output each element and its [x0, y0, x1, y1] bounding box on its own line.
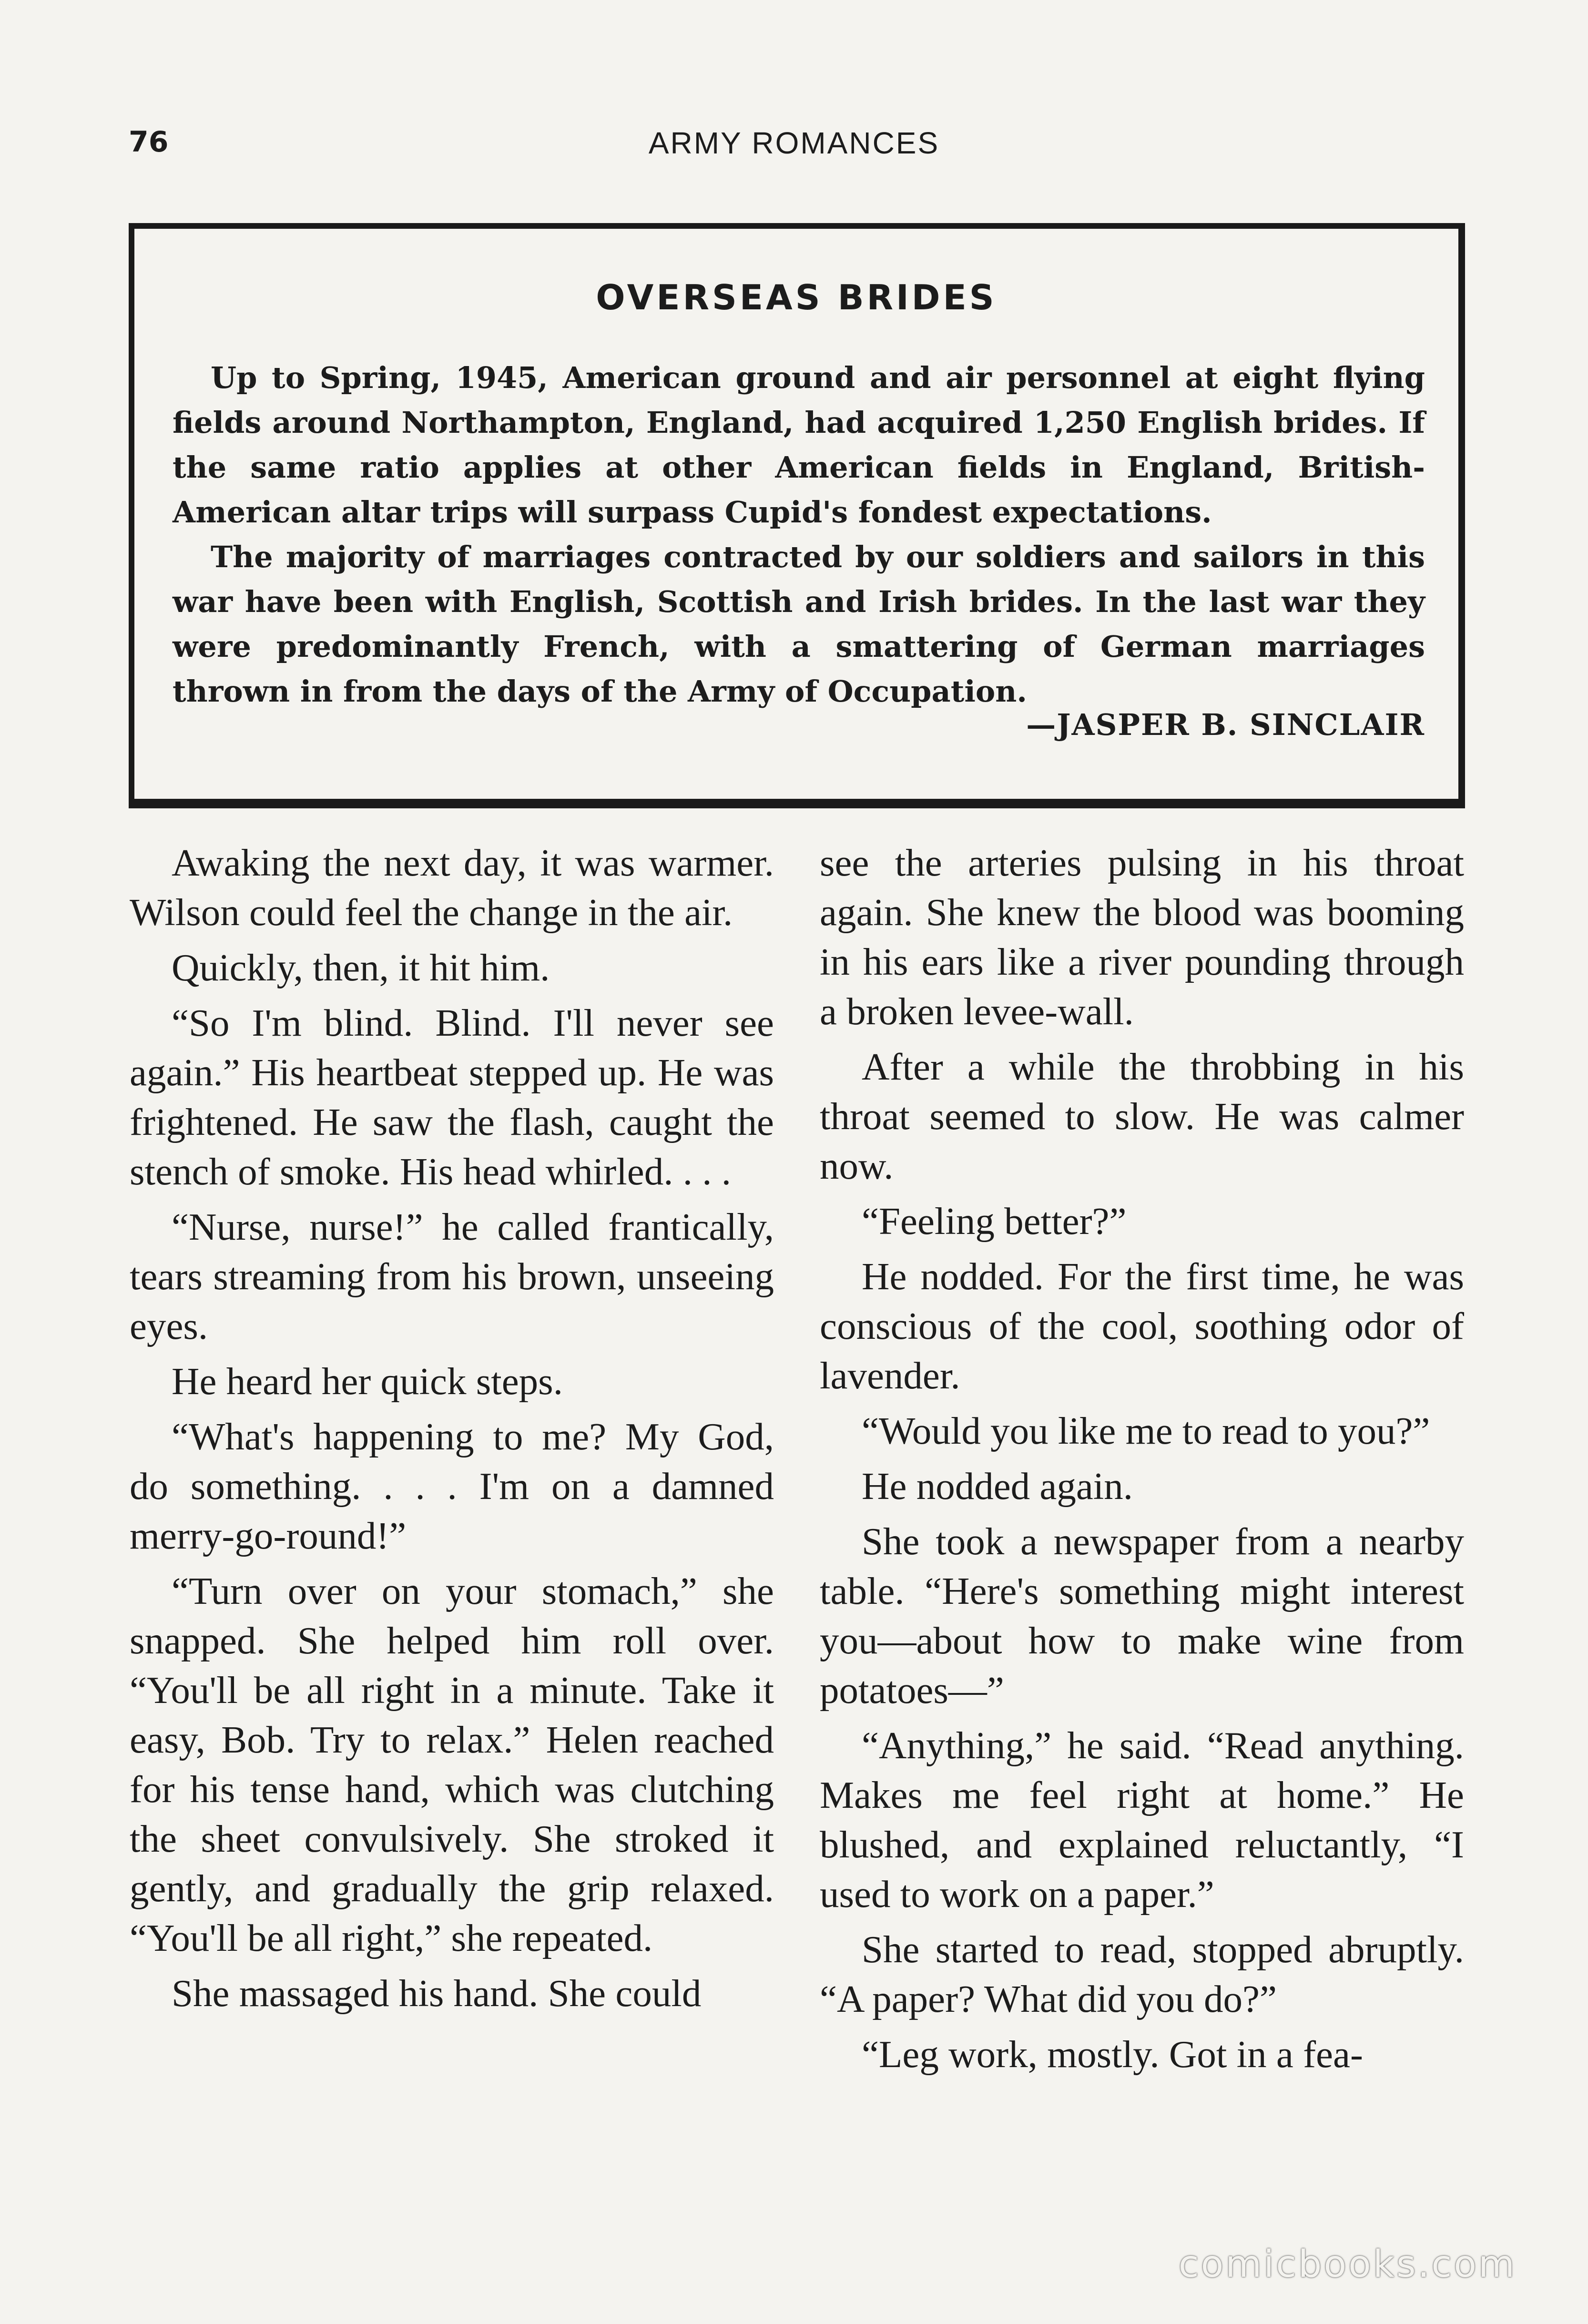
story-paragraph: “Leg work, mostly. Got in a fea- — [862, 2033, 1363, 2076]
story-paragraph: “Turn over on your stomach,” she snapped. She helped him roll over. “You'll be all right in a minute. Take it easy, Bob. Try to relax.” Helen reached for his tense hand, which was clutching the sheet convulsively. She stroked it gently, and gradually the grip relaxed. “You'll be all right,” she repeated. — [130, 1570, 774, 1959]
sidebar-box — [129, 223, 1465, 808]
story-paragraph: After a while the throbbing in his throat seemed to slow. He was calmer now. — [820, 1045, 1464, 1187]
story-paragraph: He heard her quick steps. — [172, 1360, 563, 1403]
story-paragraph: “So I'm blind. Blind. I'll never see again.” His heartbeat stepped up. He was frightened. He saw the flash, caught the stench of smoke. His head whirled. . . . — [130, 1001, 774, 1193]
story-right-column — [820, 838, 1464, 2085]
story-paragraph: He nodded again. — [862, 1465, 1133, 1508]
sidebar-body — [173, 356, 1425, 714]
sidebar-byline: —JASPER B. SINCLAIR — [1026, 707, 1425, 742]
story-paragraph: “What's happening to me? My God, do something. . . . I'm on a damned merry-go-round!” — [130, 1415, 774, 1557]
site-watermark: comicbooks.com — [1178, 2243, 1517, 2286]
story-paragraph: “Would you like me to read to you?” — [862, 1409, 1430, 1452]
story-paragraph: She took a newspaper from a nearby table. “Here's something might interest you—about how to make wine from potatoes—” — [820, 1520, 1464, 1712]
sidebar-paragraph: Up to Spring, 1945, American ground and air personnel at eight flying fields around Northampton, England, had acquired 1,250 English brides. If the same ratio applies at other American fields in England, British-American altar trips will surpass Cupid's fondest expectations. — [173, 360, 1425, 530]
story-paragraph: She massaged his hand. She could — [172, 1972, 702, 2015]
story-paragraph: Quickly, then, it hit him. — [172, 946, 550, 989]
story-paragraph: “Anything,” he said. “Read anything. Makes me feel right at home.” He blushed, and explained reluctantly, “I used to work on a paper.” — [820, 1724, 1464, 1916]
story-paragraph: “Nurse, nurse!” he called frantically, tears streaming from his brown, unseeing eyes. — [130, 1205, 774, 1347]
story-paragraph: Awaking the next day, it was warmer. Wilson could feel the change in the air. — [130, 841, 774, 934]
story-paragraph: She started to read, stopped abruptly. “A paper? What did you do?” — [820, 1928, 1464, 2020]
running-title: ARMY ROMANCES — [648, 126, 940, 160]
page-number: 76 — [129, 125, 169, 159]
sidebar-paragraph: The majority of marriages contracted by our soldiers and sailors in this war have been with English, Scottish and Irish brides. In the last war they were predominantly French, with a smattering of German marriages thrown in from the days of the Army of Occupation. — [173, 540, 1425, 709]
story-paragraph: “Feeling better?” — [862, 1200, 1127, 1243]
story-left-column — [130, 838, 774, 2024]
story-paragraph-continued: see the arteries pulsing in his throat again. She knew the blood was booming in his ears like a river pounding through a broken levee-wall. — [820, 841, 1464, 1033]
story-paragraph: He nodded. For the first time, he was conscious of the cool, soothing odor of lavender. — [820, 1255, 1464, 1397]
sidebar-title: OVERSEAS BRIDES — [596, 277, 997, 317]
